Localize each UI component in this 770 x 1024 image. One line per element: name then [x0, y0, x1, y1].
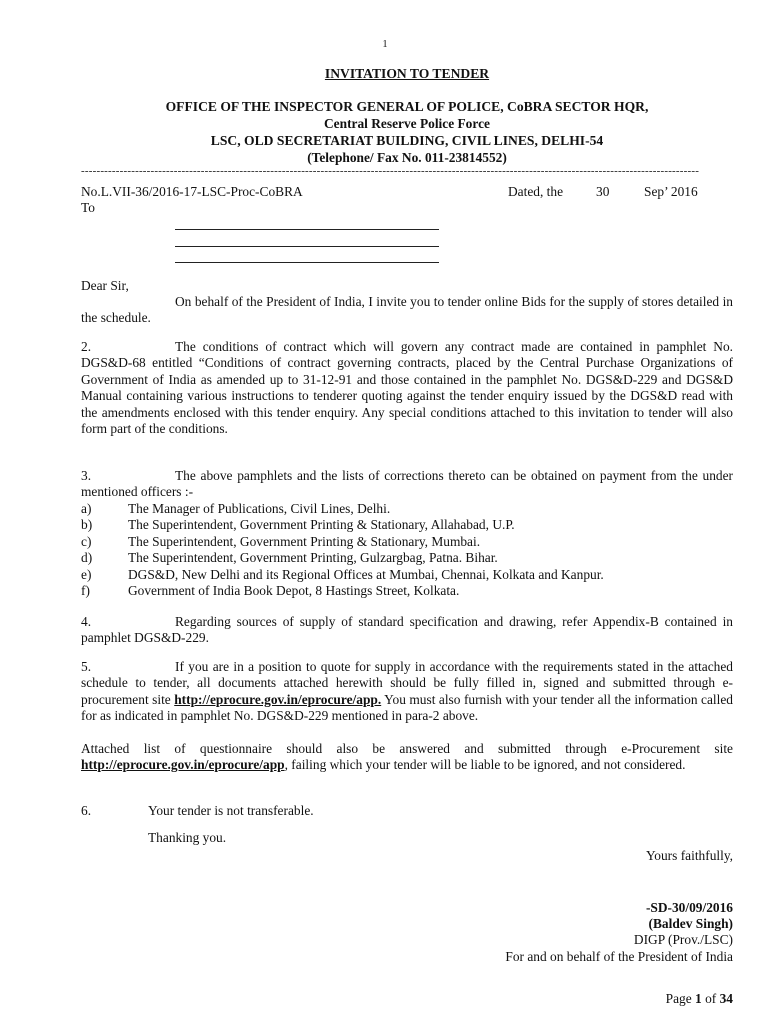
thanking-text: Thanking you.: [148, 830, 227, 845]
paragraph-4: [81, 614, 733, 647]
reference-number: No.L.VII-36/2016-17-LSC-Proc-CoBRA: [81, 184, 303, 199]
page-label: Page: [665, 991, 692, 1006]
paragraph-5-number: 5.: [81, 659, 92, 674]
paragraph-4-text: Regarding sources of supply of standard specification and drawing, refer Appendix-B contained in pamphlet DGS&D-229.: [81, 614, 733, 646]
salutation: Dear Sir,: [81, 278, 129, 293]
paragraph-6: [81, 803, 733, 819]
paragraph-6-number: 6.: [81, 803, 92, 818]
signature-sd: -SD-30/09/2016: [645, 900, 733, 915]
dated-label: Dated, the: [508, 184, 564, 199]
eprocure-link[interactable]: http://eprocure.gov.in/eprocure/app: [81, 757, 285, 773]
list-item: d) The Superintendent, Government Printing, Gulzargbag, Patna. Bihar.: [81, 550, 498, 566]
questionnaire-text-cont: , failing which your tender will be liable to be ignored, and not considered.: [284, 757, 686, 773]
paragraph-5-text: If you are in a position to quote for supply in accordance with the requirements stated in the attached schedule to tender, all documents attached herewith should be fully filled in, signed and submitted through e-procurement site: [81, 659, 733, 707]
date-month-year: Sep’ 2016: [644, 184, 698, 199]
document-title: INVITATION TO TENDER: [324, 66, 490, 81]
paragraph-2-number: 2.: [81, 339, 92, 354]
reference-line: [81, 184, 733, 200]
paragraph-1-text: On behalf of the President of India, I invite you to tender online Bids for the supply of stores detailed in the schedule.: [81, 294, 733, 326]
list-item: a) The Manager of Publications, Civil Lines, Delhi.: [81, 501, 391, 516]
paragraph-2-text: The conditions of contract which will govern any contract made are contained in pamphlet No. DGS&D-68 entitled “Conditions of contract governing contracts, placed by the Central Purchase Organizations of Government of India as amended up to 31-12-91 and those contained in the pamphlet No. DGS&D-229 and DGS&D Manual containing various instructions to tenderer quoting against the tender enquiry issued by the DGS&D read with the amendments enclosed with this tender enquiry. Any special conditions attached to this invitation to tender will also form part of the conditions.: [81, 339, 733, 437]
list-item: f) Government of India Book Depot, 8 Hastings Street, Kolkata.: [81, 582, 460, 598]
yours-faithfully: Yours faithfully,: [645, 848, 733, 863]
address-blank-line: [175, 262, 439, 263]
paragraph-3-text: The above pamphlets and the lists of corrections thereto can be obtained on payment from the under mentioned officers :-: [81, 468, 733, 500]
office-phone: (Telephone/ Fax No. 011-23814552): [307, 150, 507, 165]
page-footer: [666, 991, 733, 1007]
address-blank-line: [175, 229, 439, 230]
paragraph-3-number: 3.: [81, 468, 92, 483]
questionnaire-text: Attached list of questionnaire should also be answered and submitted through e-Procurement site: [81, 741, 733, 756]
paragraph-2: [81, 339, 733, 437]
document-page: [81, 0, 733, 1024]
separator-line: ----------------------------------------------------------------------------------------------------------------------------------------------------------------: [81, 165, 700, 177]
list-item: b) The Superintendent, Government Printing & Stationary, Allahabad, U.P.: [81, 517, 515, 533]
office-name: OFFICE OF THE INSPECTOR GENERAL OF POLICE, CoBRA SECTOR HQR,: [165, 99, 649, 114]
office-address: LSC, OLD SECRETARIAT BUILDING, CIVIL LINES, DELHI-54: [210, 133, 604, 148]
list-item: c) The Superintendent, Government Printing & Stationary, Mumbai.: [81, 533, 481, 549]
officer-list: [81, 501, 733, 599]
address-blank-line: [175, 246, 439, 247]
date-day: 30: [596, 184, 610, 199]
signatory-behalf: For and on behalf of the President of India: [505, 949, 733, 964]
list-item: e) DGS&D, New Delhi and its Regional Offices at Mumbai, Chennai, Kolkata and Kanpur.: [81, 566, 604, 582]
signatory-name: (Baldev Singh): [648, 916, 733, 931]
page-total: 34: [719, 991, 733, 1006]
paragraph-5: [81, 659, 733, 725]
paragraph-4-number: 4.: [81, 614, 92, 629]
paragraph-5-text-cont: You must also furnish with your tender all the information called for as indicated in pamphlet No. DGS&D-229 mentioned in para-2 above.: [81, 691, 733, 724]
page-number-top: 1: [382, 39, 388, 50]
page-current: 1: [695, 991, 702, 1006]
force-name: Central Reserve Police Force: [324, 116, 490, 131]
to-label: To: [81, 200, 95, 215]
page-of-label: of: [705, 991, 717, 1006]
paragraph-3: [81, 468, 733, 501]
signatory-designation: DIGP (Prov./LSC): [633, 932, 733, 947]
eprocure-link[interactable]: http://eprocure.gov.in/eprocure/app.: [174, 691, 382, 707]
paragraph-6-text: Your tender is not transferable.: [148, 803, 314, 818]
questionnaire-paragraph: [81, 741, 733, 774]
paragraph-1: [81, 294, 733, 327]
